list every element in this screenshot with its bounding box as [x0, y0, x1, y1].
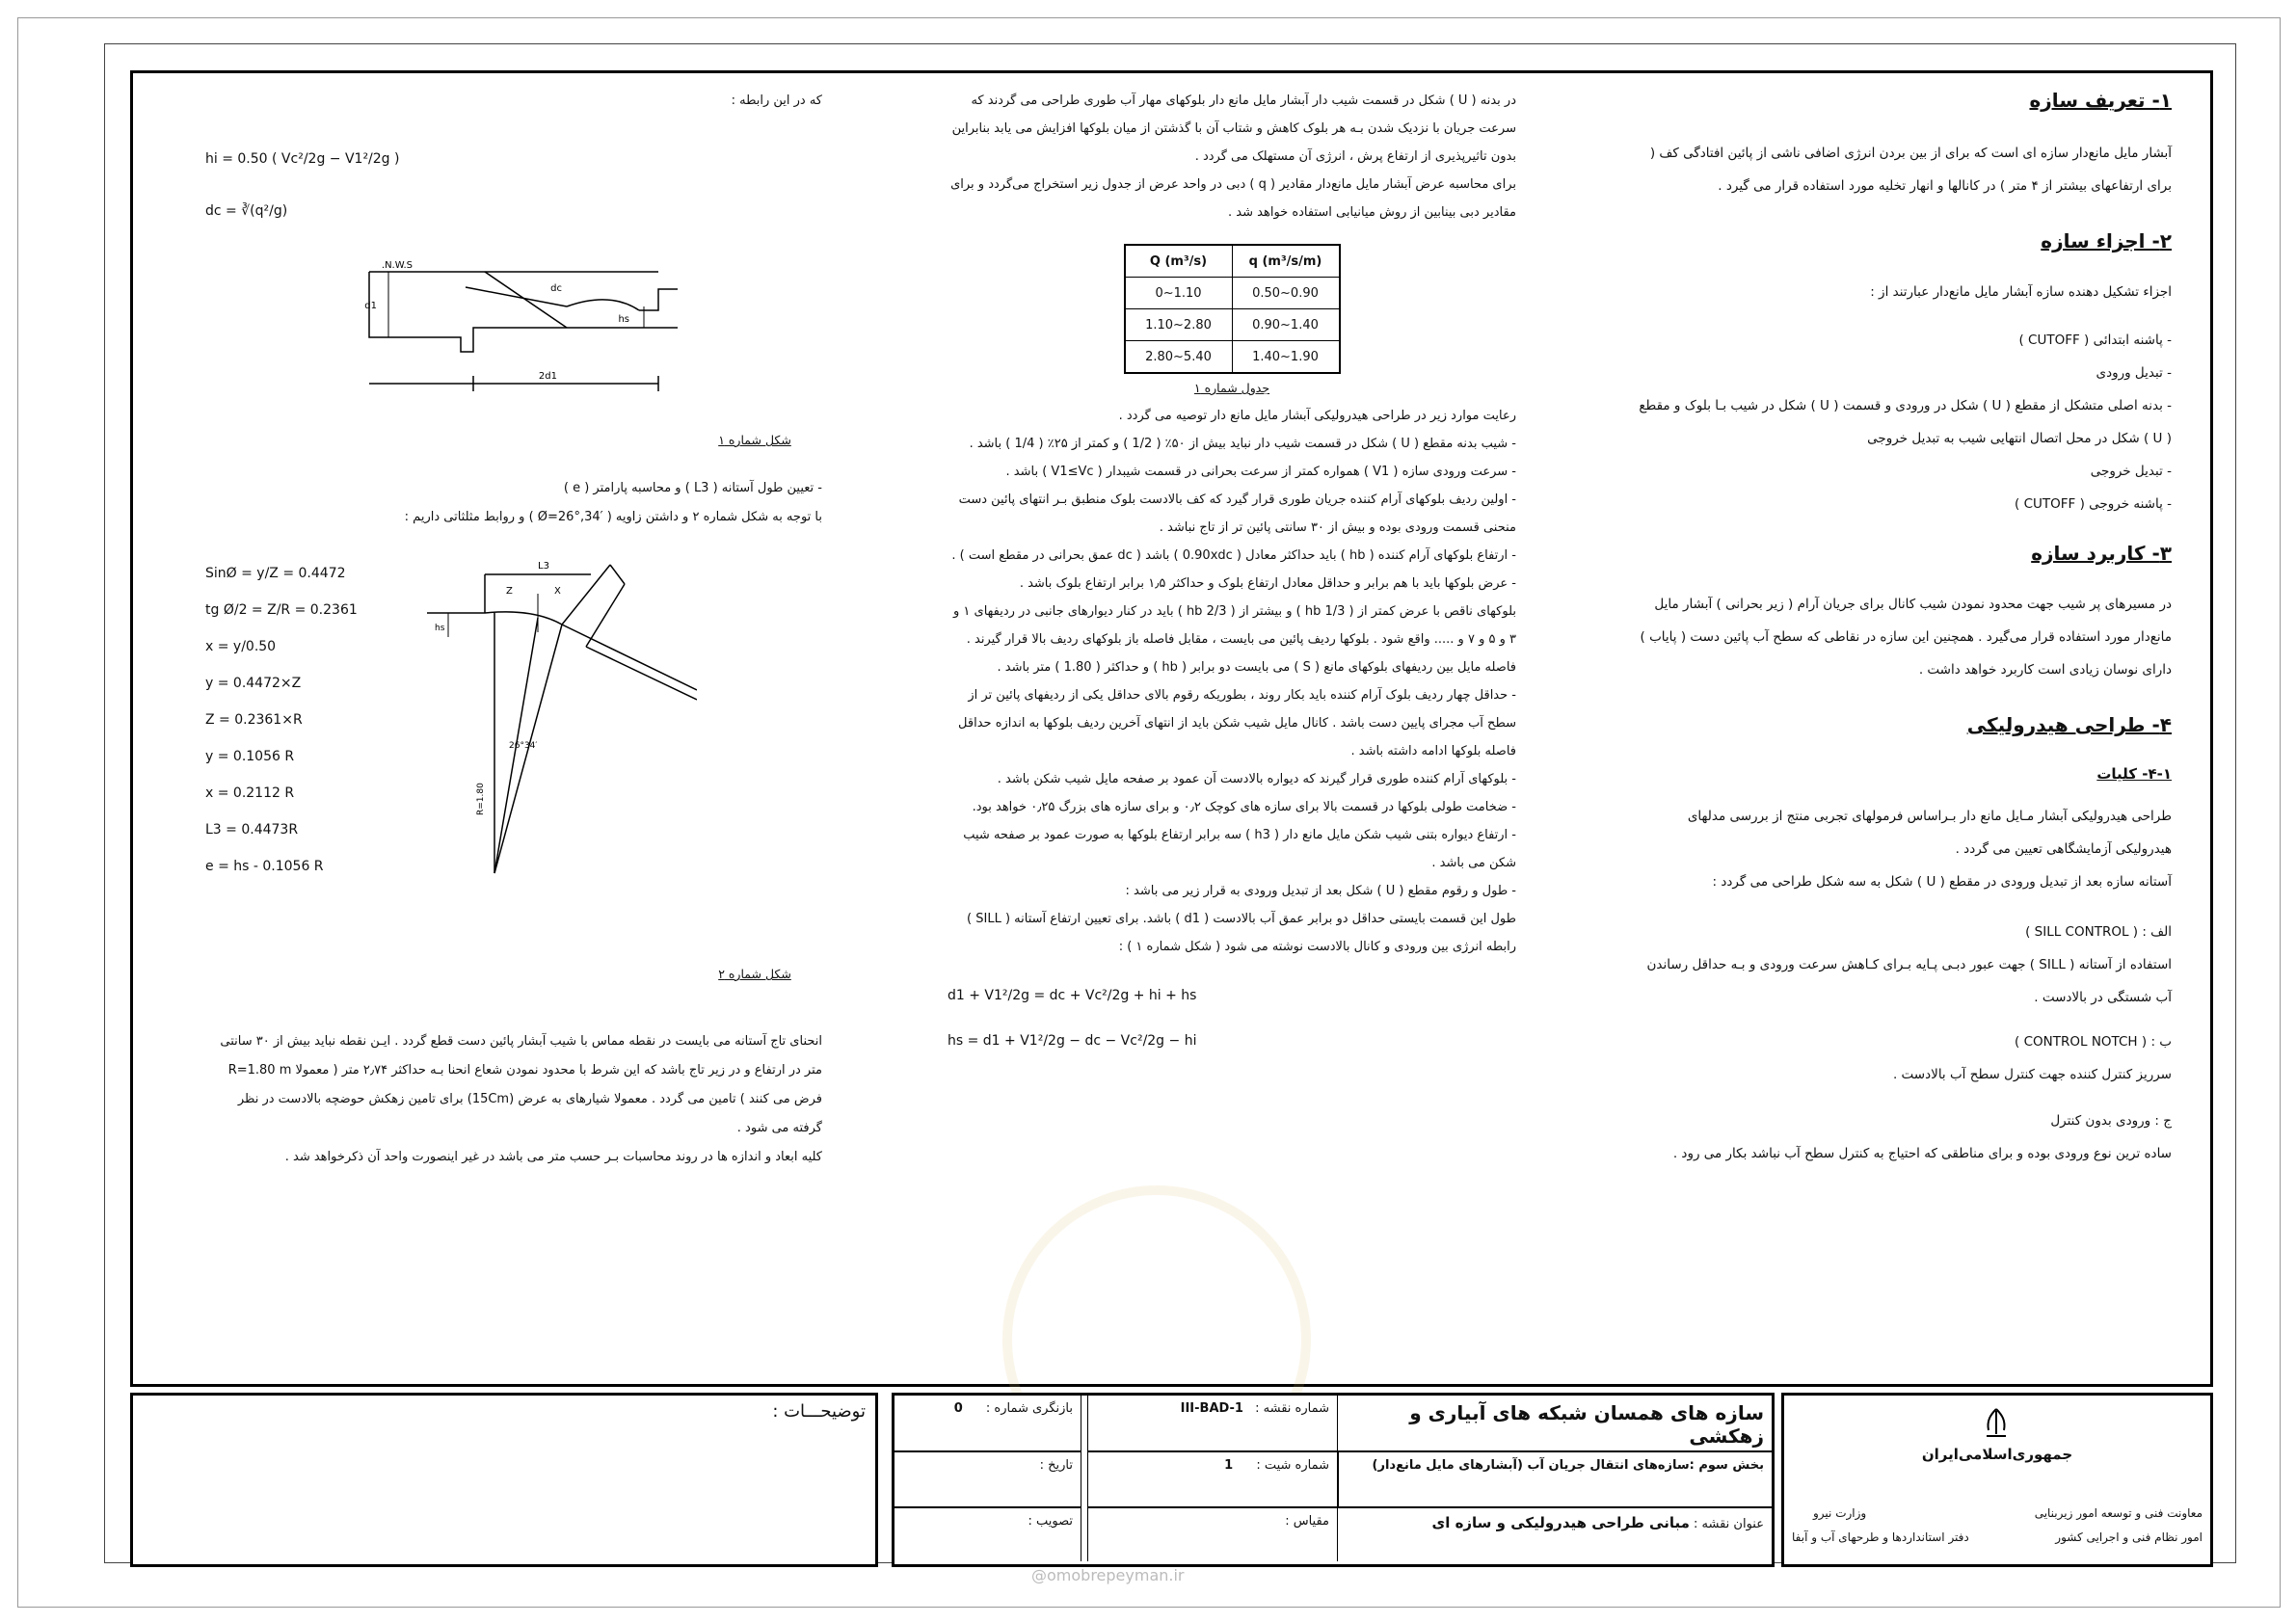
table-row [1125, 341, 1340, 374]
column-right [1632, 83, 2172, 1170]
part-title: بخش سوم :سازه‌های انتقال جریان آب (آبشارهای مایل مانع‌دار) [1338, 1451, 1772, 1507]
emblem-icon [1929, 1405, 2064, 1448]
discharge-table-wrap [948, 244, 1516, 402]
approval-cell [894, 1507, 1081, 1561]
critical-depth-equation: dc = ∛(q²/g) [205, 203, 288, 219]
table-cell: 1.40~1.90 [1232, 341, 1340, 374]
notes-box [130, 1393, 878, 1567]
sill-height-equation: hs = d1 + V1²/2g − dc − Vc²/2g − hi [948, 1033, 1197, 1049]
table-cell: 0.50~0.90 [1232, 278, 1340, 309]
label-l3: L3 [538, 561, 549, 572]
table-header: Q (m³/s) [1125, 245, 1233, 278]
eq-z: Z = 0.2361×R [205, 712, 303, 728]
heading-hydraulic-design: ۴- طراحی هیدرولیکی [1966, 713, 2172, 736]
sill-intro: آستانه سازه بعد از تبدیل ورودی در مقطع ( U ) شکل به سه شکل طراحی می گردد : [1712, 874, 2172, 890]
components-intro: اجزاء تشکیل دهنده سازه آبشار مایل مانع‌دار عبارتند از : [1870, 284, 2172, 300]
bullet-item: بلوکهای ناقص با عرض کمتر از ( 1/3 hb ) و بیشتر از ( 2/3 hb ) باید در کنار دیوارهای جانبی در ردیفهای ۱ و ۳ و ۵ و ۷ و ..... واقع شود . بلوکها ردیف پائین می بایست ، مقابل فاصله باز بلوکهای ردیف بالا قرار گیرند . [952, 604, 1516, 647]
table-caption: جدول شماره ۱ [1193, 381, 1270, 395]
bullet-item: طول این قسمت بایستی حداقل دو برابر عمق آب بالادست ( d1 ) باشد. برای تعیین ارتفاع آستانه ( SILL ) رابطه انرژی بین ورودی و کانال بالادست نوشته می شود ( شکل شماره ۱ ) : [967, 912, 1516, 954]
bullet-item: - بلوکهای آرام کننده طوری قرار گیرند که دیواره بالادست آن عمود بر صفحه مایل شیب شکن باشد . [997, 772, 1516, 786]
sill-length-text: - تعیین طول آستانه ( L3 ) و محاسبه پارامتر ( e ) [563, 481, 822, 495]
components-list [1632, 324, 2172, 520]
list-item: - تبدیل ورودی [2096, 365, 2172, 381]
list-item: - بدنه اصلی متشکل از مقطع ( U ) شکل در ورودی و قسمت ( U ) شکل در شیب بـا بلوک و مقطع ( U ) شکل در محل اتصال انتهایی شیب به تبدیل خروجی [1639, 398, 2172, 446]
heading-general: ۴-۱- کلیات [2096, 765, 2172, 783]
eq-sin: SinØ = y/Z = 0.4472 [205, 566, 346, 581]
sheet-number-label: شماره نقشه : [1255, 1401, 1329, 1416]
heading-components: ۲- اجزاء سازه [2041, 229, 2172, 253]
bullet-item: فاصله مایل بین ردیفهای بلوکهای مانع ( S ) می بایست دو برابر ( hb ) و حداکثر ( 1.80 ) متر باشد . [997, 660, 1516, 675]
figure-1-caption: شکل شماره ۱ [718, 433, 791, 447]
project-title: سازه های همسان شبکه های آبیاری و زهکشی [1338, 1396, 1772, 1451]
bullet-item: - عرض بلوکها باید با هم برابر و حداقل معادل ارتفاع بلوک و حداکثر ۱٫۵ برابر ارتفاع بلوک باشد . [1019, 576, 1516, 591]
discharge-table [1124, 244, 1341, 374]
table-cell: 0~1.10 [1125, 278, 1233, 309]
table-cell: 0.90~1.40 [1232, 309, 1340, 341]
ministry-name: وزارت نیرو [1813, 1506, 1867, 1520]
heading-application: ۳- کاربرد سازه [2031, 542, 2172, 565]
label-z: Z [506, 586, 513, 597]
table-cell: 2.80~5.40 [1125, 341, 1233, 374]
bullet-item: - ضخامت طولی بلوکها در قسمت بالا برای سازه های کوچک ۰٫۲ و برای سازه های بزرگ ۰٫۲۵ خواهد بود. [972, 800, 1516, 814]
heading-definition: ۱- تعریف سازه [2029, 89, 2172, 112]
angle-text: با توجه به شکل شماره ۲ و داشتن زاویه ( Ø=26°,34′ ) و روابط مثلثاتی داریم : [404, 510, 822, 524]
label-hs: hs [435, 624, 445, 633]
date-label: تاریخ : [1039, 1458, 1073, 1473]
eq-x2: x = 0.2112 R [205, 785, 295, 801]
blocks-text: در بدنه ( U ) شکل در قسمت شیب دار آبشار مایل مانع دار بلوکهای مهار آب طوری طراحی می گردند که سرعت جریان با نزدیک شدن بـه هر بلوک کاهش و شتاب آن با گذشتن از میان بلوکها افزایش می یابد بنابراین بدون تاثیرپذیری از ارتفاع پرش ، انرژی آن مستهلک می گردد . [951, 93, 1516, 164]
eq-y2: y = 0.1056 R [205, 749, 295, 764]
definition-text: آبشار مایل مانع‌دار سازه ای است که برای از بین بردن انرژی اضافی ناشی از پائین افتادگی کف ( برای ارتفاعهای بیشتر از ۴ متر ) در کانالها و انهار تخلیه مورد استفاده قرار می گیرد . [1649, 146, 2172, 194]
recommendations-intro: رعایت موارد زیر در طراحی هیدرولیکی آبشار مایل مانع دار توصیه می گردد . [1118, 409, 1516, 423]
discharge-text: برای محاسبه عرض آبشار مایل مانع‌دار مقادیر ( q ) دبی در واحد عرض از جدول زیر استخراج می‌گردد و برای مقادیر دبی بینابین از روش میانیابی استفاده خواهد شد . [950, 177, 1516, 220]
bullet-item: - حداقل چهار ردیف بلوک آرام کننده باید بکار روند ، بطوریکه رقوم بالای حداقل یکی از ردیفهای پائین تر از سطح آب مجرای پایین دست باشد . کانال مایل شیب شکن باید از انتهای آخرین ردیف بلوکها به اندازه حداقل فاصله بلوکها ادامه داشته باشد . [958, 688, 1516, 758]
bullet-item: - ارتفاع بلوکهای آرام کننده ( hb ) باید حداکثر معادل ( 0.90xdc ) باشد ( dc عمق بحرانی در مقطع است ) . [951, 548, 1516, 563]
head-loss-equation: hi = 0.50 ( Vc²/2g − V1²/2g ) [205, 151, 400, 167]
date-cell [894, 1451, 1081, 1507]
label-hs: hs [618, 314, 629, 325]
option-a-text: استفاده از آستانه ( SILL ) جهت عبور دبـی پـایه بـرای کـاهش سرعت ورودی و بـه حداقل رساندن آب شستگی در بالادست . [1646, 957, 2172, 1005]
option-c-text: ساده ترین نوع ورودی بوده و برای مناطقی که احتیاج به کنترل سطح آب نباشد بکار می رود . [1672, 1146, 2172, 1161]
eq-tg: tg Ø/2 = Z/R = 0.2361 [205, 602, 358, 618]
where-text: که در این رابطه : [731, 93, 822, 108]
sheet-cell [1087, 1451, 1338, 1507]
label-d1: d1 [364, 301, 377, 311]
table-header: q (m³/s/m) [1232, 245, 1340, 278]
label-dc: dc [550, 283, 562, 294]
option-a: الف : ( SILL CONTROL ) [2025, 924, 2172, 940]
bullet-item: - طول و رقوم مقطع ( U ) شکل بعد از تبدیل ورودی به قرار زیر می باشد : [1125, 884, 1516, 898]
sheet-value: 1 [1224, 1458, 1234, 1473]
label-radius: R=1.80 [476, 783, 486, 815]
table-cell: 1.10~2.80 [1125, 309, 1233, 341]
sheet-label: شماره شیت : [1256, 1458, 1329, 1473]
drawing-body [130, 70, 2213, 1387]
option-c: ج : ورودی بدون کنترل [2050, 1113, 2172, 1129]
revision-cell [894, 1396, 1081, 1451]
option-b-text: سرریز کنترل کننده جهت کنترل سطح آب بالادست . [1892, 1067, 2172, 1082]
list-item: - پاشنه ابتدائی ( CUTOFF ) [2018, 333, 2172, 348]
org-deputy: معاونت فنی و توسعه امور زیربنایی [2034, 1506, 2203, 1520]
map-title: مبانی طراحی هیدرولیکی و سازه ای [1431, 1514, 1690, 1531]
bullet-item: - سرعت ورودی سازه ( V1 ) همواره کمتر از سرعت بحرانی در قسمت شیبدار ( V1≤Vc ) باشد . [1005, 465, 1516, 479]
notes-label: توضیحـــات : [772, 1401, 866, 1422]
sheet-number: III-BAD-1 [1180, 1401, 1243, 1416]
column-middle [948, 87, 1516, 1055]
eq-l3: L3 = 0.4473R [205, 822, 299, 838]
table-row [1125, 278, 1340, 309]
general-text: طراحی هیدرولیکی آبشار مـایل مانع دار بـراساس فرمولهای تجربی منتج از بررسی مدلهای هیدرولیکی آزمایشگاهی تعیین می گردد . [1687, 809, 2172, 857]
label-nws: N.W.S. [381, 260, 413, 271]
title-block [892, 1393, 1775, 1567]
organization-block [1781, 1393, 2213, 1567]
watermark-text: @omobrepeyman.ir [1031, 1566, 1185, 1584]
bullet-item: - ارتفاع دیواره بتنی شیب شکن مایل مانع دار ( h3 ) سه برابر ارتفاع بلوکها به صورت عمود بر صفحه شیب شکن می باشد . [963, 828, 1516, 870]
approval-label: تصویب : [1028, 1514, 1073, 1529]
eq-e: e = hs - 0.1056 R [205, 859, 324, 874]
sheet-number-cell [1087, 1396, 1338, 1451]
iran-emblem-icon [1977, 1405, 2016, 1444]
label-x: X [554, 586, 561, 597]
country-name: جمهوری‌اسلامی‌ایران [1921, 1446, 2073, 1463]
map-title-label: عنوان نقشه : [1694, 1517, 1764, 1531]
label-angle: 26°34′ [509, 741, 538, 751]
eq-y: y = 0.4472×Z [205, 676, 302, 691]
figure-2-caption: شکل شماره ۲ [718, 967, 791, 981]
energy-equation: d1 + V1²/2g = dc + Vc²/2g + hi + hs [948, 988, 1197, 1003]
application-text: در مسیرهای پر شیب جهت محدود نمودن شیب کانال برای جریان آرام ( زیر بحرانی ) آبشار مایل مانع‌دار مورد استفاده قرار می‌گیرد . همچنین این سازه در نقاطی که سطح آب پائین دست ( پایاب ) دارای نوسان زیادی است کاربرد خواهد داشت . [1640, 597, 2172, 678]
units-note: کلیه ابعاد و اندازه ها در روند محاسبات بـر حسب متر می باشد در غیر اینصورت واحد آن ذکرخواهد شد . [284, 1150, 822, 1164]
map-title-cell [1338, 1507, 1772, 1561]
figure-1-drawing [205, 231, 822, 414]
list-item: - پاشنه خروجی ( CUTOFF ) [2015, 496, 2172, 512]
table-row [1125, 309, 1340, 341]
revision-label: بازنگری شماره : [985, 1401, 1073, 1416]
bullet-item: - شیب بدنه مقطع ( U ) شکل در قسمت شیب دار نباید بیش از ۵۰٪ ( 1/2 ) و کمتر از ۲۵٪ ( 1/4 ) باشد . [969, 437, 1516, 451]
column-left [205, 87, 822, 1172]
option-b: ب : ( CONTROL NOTCH ) [2015, 1034, 2172, 1050]
trig-equations [205, 555, 822, 960]
bullet-item: - اولین ردیف بلوکهای آرام کننده جریان طوری قرار گیرد که کف بالادست بلوک منطبق بـر انتهای پائین دست منحنی قسمت ورودی بوده و بیش از ۳۰ سانتی پائین تر از تاج نباشد . [958, 492, 1516, 535]
revision-number: 0 [953, 1401, 963, 1416]
label-2d1: 2d1 [538, 371, 557, 382]
figure-2-drawing [369, 555, 697, 902]
office-name: دفتر استانداردها و طرحهای آب و آبفا [1792, 1530, 1969, 1544]
scale-cell [1087, 1507, 1338, 1561]
eq-x: x = y/0.50 [205, 639, 277, 654]
crest-curvature-text: انحنای تاج آستانه می بایست در نقطه مماس با شیب آبشار پائین دست قطع گردد . ایـن نقطه نباید بیش از ۳۰ سانتی متر در ارتفاع و در زیر تاج باشد که این شرط با محدود نمودن شعاع انحنا بـه حداکثر ۲٫۷۴ متر ( معمولا R=1.80 m فرض می کنند ) تامین می گردد . معمولا شیارهای به عرض (15Cm) برای تامین زهکش حوضچه بالادست در نظر گرفته می شود . [220, 1034, 822, 1135]
org-affairs: امور نظام فنی و اجرایی کشور [2055, 1530, 2203, 1544]
scale-label: مقیاس : [1285, 1514, 1329, 1529]
list-item: - تبدیل خروجی [2090, 464, 2172, 479]
